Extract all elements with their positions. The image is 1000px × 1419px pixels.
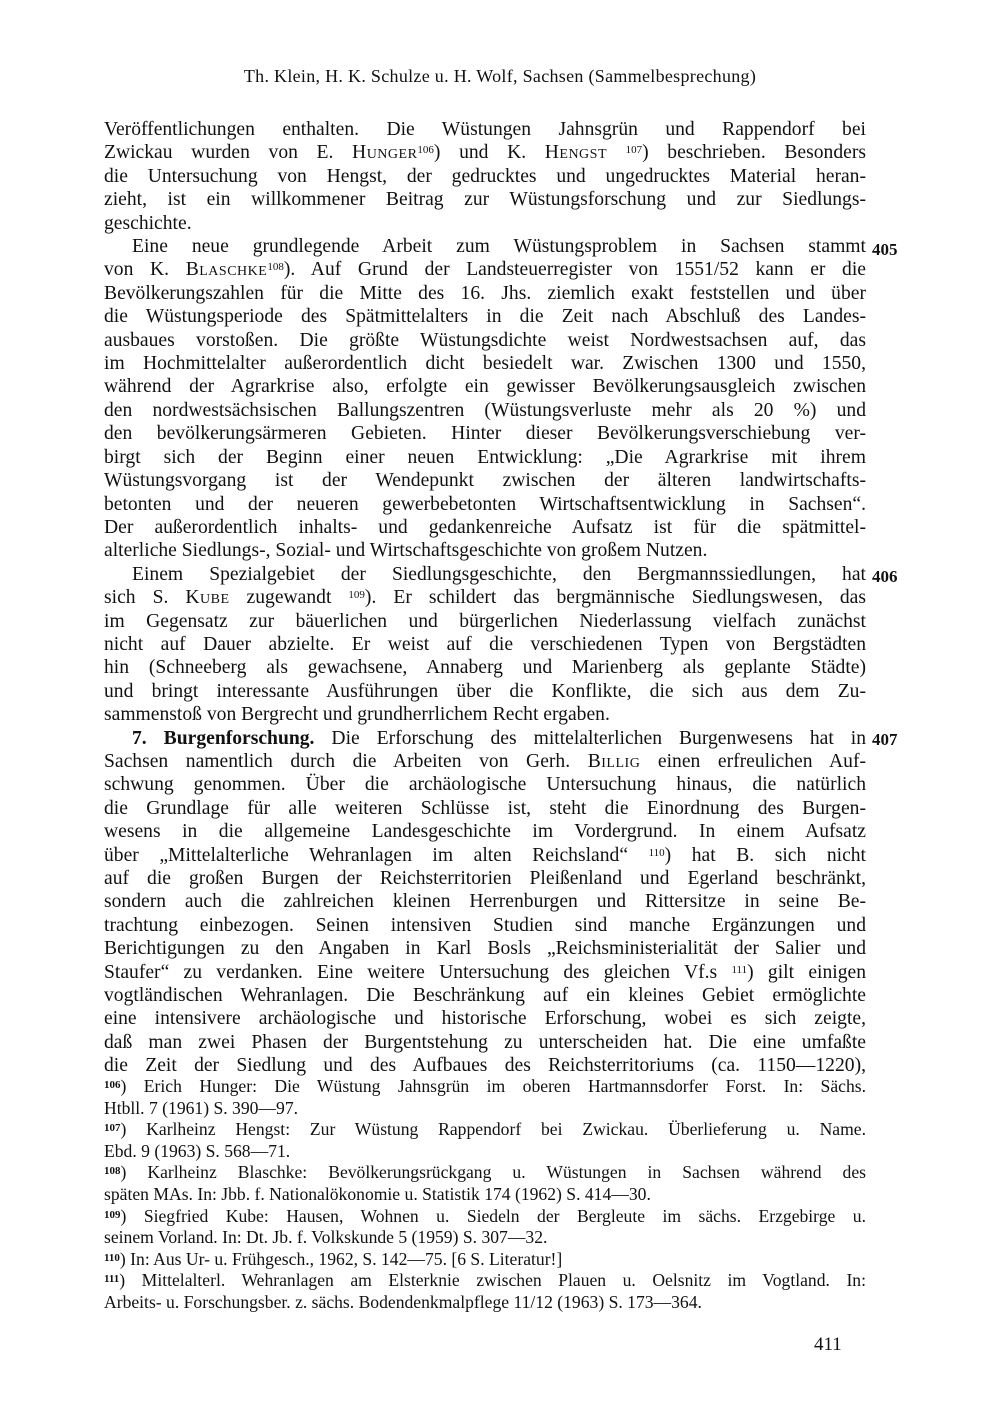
text-line: die Wüstungsperiode des Spätmittelalters in die Zeit nach Abschluß des Landes-	[104, 306, 866, 328]
text-line: eine intensivere archäologische und historische Erforschung, wobei es sich zeigte,	[104, 1008, 866, 1030]
text-line: Veröffentlichungen enthalten. Die Wüstungen Jahnsgrün und Rappendorf bei	[104, 119, 866, 140]
text-line: auf die großen Burgen der Reichsterritorien Pleißenland und Egerland beschränkt,	[104, 868, 866, 889]
footnote-line	[104, 1162, 866, 1184]
text-line: zieht, ist ein willkommener Beitrag zur Wüstungsforschung und zur Siedlungs-	[104, 189, 866, 211]
text-line: vogtländischen Wehranlagen. Die Beschränkung auf ein kleines Gebiet ermöglichte	[104, 985, 866, 1007]
text-line: den bevölkerungsärmeren Gebieten. Hinter dieser Bevölkerungsverschiebung ver-	[104, 423, 866, 445]
footnote-line: Arbeits- u. Forschungsber. z. sächs. Bodendenkmalpflege 11/12 (1963) S. 173—364.	[104, 1291, 702, 1312]
paragraph-wuestungen	[104, 118, 866, 235]
text-run: Zwickau wurden von E.	[104, 142, 353, 164]
text-line: den nordwestsächsischen Ballungszentren (Wüstungsverluste mehr als 20 %) und	[104, 399, 866, 421]
text-line: schwung genommen. Über die archäologische Untersuchung hinaus, die natürlich	[104, 774, 866, 796]
text-line: nicht auf Dauer abzielte. Er weist auf die verschiedenen Typen von Bergstädten	[104, 633, 866, 655]
footnote-number: 107	[104, 1122, 121, 1135]
text-line: Berichtigungen zu den Angaben in Karl Bosls „Reichsministerialität der Salier und	[104, 938, 866, 960]
text-run: ) Erich Hunger: Die Wüstung Jahnsgrün im oberen Hartmannsdorfer Forst. In: Sächs.	[120, 1076, 866, 1096]
paragraph-burgenforschung	[104, 727, 866, 1078]
text-run: ) und K.	[433, 142, 545, 164]
text-line: birgt sich der Beginn einer neuen Entwicklung: „Die Agrarkrise mit ihrem	[104, 446, 866, 468]
section-heading: 7. Burgenforschung.	[132, 727, 315, 749]
text-line: Wüstungsvorgang ist der Wendepunkt zwischen der älteren landwirtschafts-	[104, 470, 866, 492]
footnote-line	[104, 1119, 866, 1141]
text-line: im Hochmittelalter außerordentlich dicht besiedelt war. Zwischen 1300 und 1550,	[104, 353, 866, 375]
text-line: die Zeit der Siedlung und des Aufbaues des Reichsterritoriums (ca. 1150—1220),	[104, 1055, 866, 1077]
footnote-line: Htbll. 7 (1961) S. 390—97.	[104, 1097, 299, 1118]
footnote-line	[104, 1206, 866, 1228]
text-line: im Gegensatz zur bäuerlichen und bürgerlichen Niederlassung vielfach zunächst	[104, 610, 866, 632]
text-run: von K.	[104, 259, 186, 281]
footnote-ref: 110	[648, 846, 665, 859]
text-run: Sachsen namentlich durch die Arbeiten von Gerh.	[104, 750, 588, 772]
text-line: daß man zwei Phasen der Burgentstehung zu unterscheiden hat. Die eine umfaßte	[104, 1031, 866, 1053]
page-number: 411	[814, 1334, 842, 1355]
footnote-line	[104, 1270, 866, 1292]
text-line: geschichte.	[104, 212, 192, 234]
text-line	[104, 141, 866, 164]
author-name: Blaschke	[185, 259, 268, 281]
footnote	[104, 1249, 866, 1271]
text-line	[104, 258, 866, 281]
main-text	[104, 118, 866, 1078]
footnote	[104, 1076, 866, 1119]
paragraph-blaschke	[104, 235, 866, 563]
text-line: alterliche Siedlungs-, Sozial- und Wirtschaftsgeschichte von großem Nutzen.	[104, 540, 708, 562]
text-line	[104, 961, 866, 984]
footnote-line: seinem Vorland. In: Dt. Jb. f. Volkskunde 5 (1959) S. 307—32.	[104, 1227, 548, 1248]
text-line: Bevölkerungszahlen für die Mitte des 16. Jhs. ziemlich exakt feststellen und über	[104, 282, 866, 304]
footnote-number: 109	[104, 1208, 121, 1221]
footnote	[104, 1119, 866, 1162]
text-run: ) Siegfried Kube: Hausen, Wohnen u. Siedeln der Bergleute im sächs. Erzgebirge u.	[120, 1205, 866, 1226]
author-name: Billig	[587, 750, 641, 772]
text-line: sondern auch die zahlreichen kleinen Herrenburgen und Rittersitze in seine Be-	[104, 891, 866, 913]
text-line: wesens in die allgemeine Landesgeschichte im Vordergrund. In einem Aufsatz	[104, 821, 866, 843]
text-line: betonten und der neueren gewerbebetonten Wirtschaftsentwicklung in Sachsen“.	[104, 493, 866, 515]
footnote-ref: 107	[625, 144, 643, 157]
text-run: zugewandt	[229, 587, 349, 609]
author-name: Kube	[185, 587, 230, 609]
footnote-number: 111	[104, 1273, 120, 1286]
footnote-ref: 108	[267, 261, 284, 274]
margin-number: 405	[872, 240, 898, 259]
text-line: trachtung einbezogen. Seinen intensiven Studien sind manche Ergänzungen und	[104, 914, 866, 936]
text-run: über „Mittelalterliche Wehranlagen im alten Reichsland“	[104, 844, 649, 866]
footnote-ref: 111	[731, 963, 748, 976]
text-run: ). Auf Grund der Landsteuerregister von 1551/52 kann er die	[283, 259, 866, 281]
paragraph-kube	[104, 563, 866, 727]
footnote-number: 106	[104, 1079, 121, 1091]
footnote-number: 108	[104, 1165, 121, 1178]
text-run: Die Erforschung des mittelalterlichen Burgenwesens hat in	[314, 727, 866, 749]
text-run: ). Er schildert das bergmännische Siedlungswesen, das	[364, 587, 866, 609]
text-run: einen erfreulichen Auf-	[640, 750, 866, 772]
footnote-line: späten MAs. In: Jbb. f. Nationalökonomie u. Statistik 174 (1962) S. 414—30.	[104, 1183, 651, 1204]
text-run: sich S.	[104, 587, 186, 609]
author-name: Hunger	[352, 142, 418, 164]
footnote	[104, 1206, 866, 1249]
text-line: Einem Spezialgebiet der Siedlungsgeschichte, den Bergmannssiedlungen, hat	[132, 563, 866, 585]
text-line: ausbaues vorstoßen. Die größte Wüstungsdichte weist Nordwestsachsen auf, das	[104, 329, 866, 351]
text-line	[104, 844, 866, 867]
text-line	[104, 586, 866, 609]
text-line: sammenstoß von Bergrecht und grundherrlichem Recht ergaben.	[104, 704, 610, 726]
text-line	[104, 727, 866, 750]
footnote-ref: 106	[417, 144, 434, 157]
text-run: ) Karlheinz Hengst: Zur Wüstung Rappendorf bei Zwickau. Überlieferung u. Name.	[120, 1119, 866, 1140]
text-run: ) gilt einigen	[747, 961, 866, 983]
text-run: ) hat B. sich nicht	[664, 844, 867, 866]
text-run: ) In: Aus Ur- u. Frühgesch., 1962, S. 142—75. [6 S. Literatur!]	[119, 1248, 563, 1269]
text-run: ) beschrieben. Besonders	[642, 142, 866, 164]
text-run: ) Karlheinz Blaschke: Bevölkerungsrückgang u. Wüstungen in Sachsen während des	[120, 1162, 866, 1183]
footnote	[104, 1162, 866, 1205]
text-run: ) Mittelalterl. Wehranlagen am Elsterknie zwischen Plauen u. Oelsnitz im Vogtland. In:	[119, 1270, 866, 1291]
text-run: Staufer“ zu verdanken. Eine weitere Untersuchung des gleichen Vf.s	[104, 961, 732, 983]
text-line: die Untersuchung von Hengst, der gedrucktes und ungedrucktes Material heran-	[104, 165, 866, 187]
footnote-line	[104, 1076, 866, 1098]
text-line: während der Agrarkrise also, erfolgte ein gewisser Bevölkerungsausgleich zwischen	[104, 376, 866, 398]
footnote-line	[104, 1249, 866, 1271]
running-head: Th. Klein, H. K. Schulze u. H. Wolf, Sachsen (Sammelbesprechung)	[243, 66, 757, 86]
text-line: die Grundlage für alle weiteren Schlüsse ist, steht die Einordnung des Burgen-	[104, 797, 866, 819]
margin-number: 407	[872, 730, 898, 749]
margin-number: 406	[872, 567, 898, 586]
footnote-ref: 109	[348, 589, 365, 602]
text-line: hin (Schneeberg als gewachsene, Annaberg und Marienberg als geplante Städte)	[104, 657, 866, 679]
footnote-number: 110	[104, 1251, 120, 1264]
footnote-line: Ebd. 9 (1963) S. 568—71.	[104, 1140, 291, 1161]
text-line: Der außerordentlich inhalts- und gedankenreiche Aufsatz ist für die spätmittel-	[104, 516, 866, 538]
text-line: und bringt interessante Ausführungen über die Konflikte, die sich aus dem Zu-	[104, 680, 866, 702]
text-line: Eine neue grundlegende Arbeit zum Wüstungsproblem in Sachsen stammt	[132, 236, 866, 258]
footnotes	[104, 1076, 866, 1314]
text-line	[104, 750, 866, 773]
author-name: Hengst	[544, 142, 608, 164]
footnote	[104, 1270, 866, 1313]
